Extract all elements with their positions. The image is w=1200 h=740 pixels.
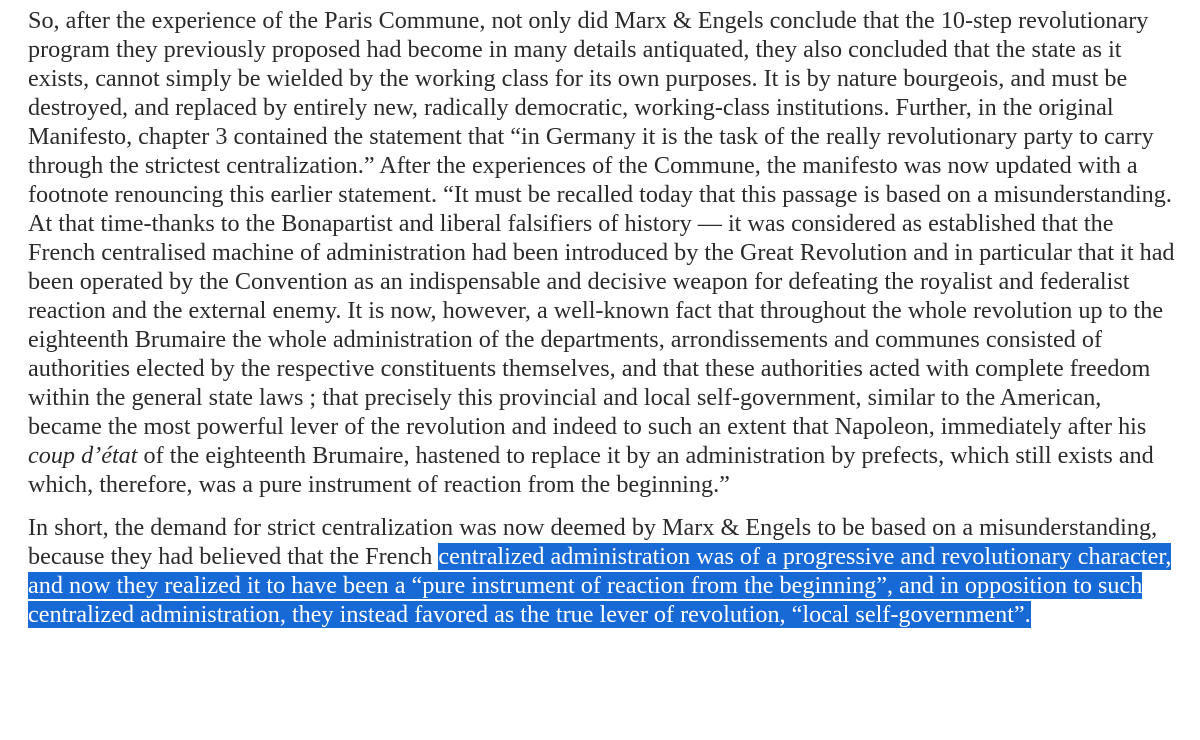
- paragraph-1-tail[interactable]: of the eighteenth Brumaire, hastened to replace it by an administration by prefects, which still exists and which, therefore, was a pure instrument of reaction from the beginning.”: [28, 442, 1154, 498]
- paragraph-2-text[interactable]: In short, the demand for strict centralization was now deemed by Marx & Engels to be based on a misunderstanding, because they had believed that the French: [28, 514, 1158, 570]
- italic-phrase[interactable]: coup d’état: [28, 442, 138, 469]
- paragraph-paris-commune[interactable]: [28, 6, 1178, 499]
- document-page: [28, 6, 1178, 629]
- paragraph-centralization-summary[interactable]: [28, 513, 1178, 629]
- paragraph-1-text[interactable]: So, after the experience of the Paris Commune, not only did Marx & Engels conclude that the 10-step revolutionary program they previously proposed had become in many details antiquated, they also concluded that the state as it exists, cannot simply be wielded by the working class for its own purposes. It is by nature bourgeois, and must be destroyed, and replaced by entirely new, radically democratic, working-class institutions. Further, in the original Manifesto, chapter 3 contained the statement that “in Germany it is the task of the really revolutionary party to carry through the strictest centralization.” After the experiences of the Commune, the manifesto was now updated with a footnote renouncing this earlier statement. “It must be recalled today that this passage is based on a misunderstanding. At that time-thanks to the Bonapartist and liberal falsifiers of history — it was considered as established that the French centralised machine of administration had been introduced by the Great Revolution and in particular that it had been operated by the Convention as an indispensable and decisive weapon for defeating the royalist and federalist reaction and the external enemy. It is now, however, a well-known fact that throughout the whole revolution up to the eighteenth Brumaire the whole administration of the departments, arrondissements and communes consisted of authorities elected by the respective constituents themselves, and that these authorities acted with complete freedom within the general state laws ; that precisely this provincial and local self-government, similar to the American, became the most powerful lever of the revolution and indeed to such an extent that Napoleon, immediately after his: [28, 7, 1175, 440]
- text-selection-highlight[interactable]: centralized administration was of a progressive and revolutionary character, and now they realized it to have been a “pure instrument of reaction from the beginning”, and in opposition to such centralized administration, they instead favored as the true lever of revolution, “local self-government”.: [28, 543, 1172, 628]
